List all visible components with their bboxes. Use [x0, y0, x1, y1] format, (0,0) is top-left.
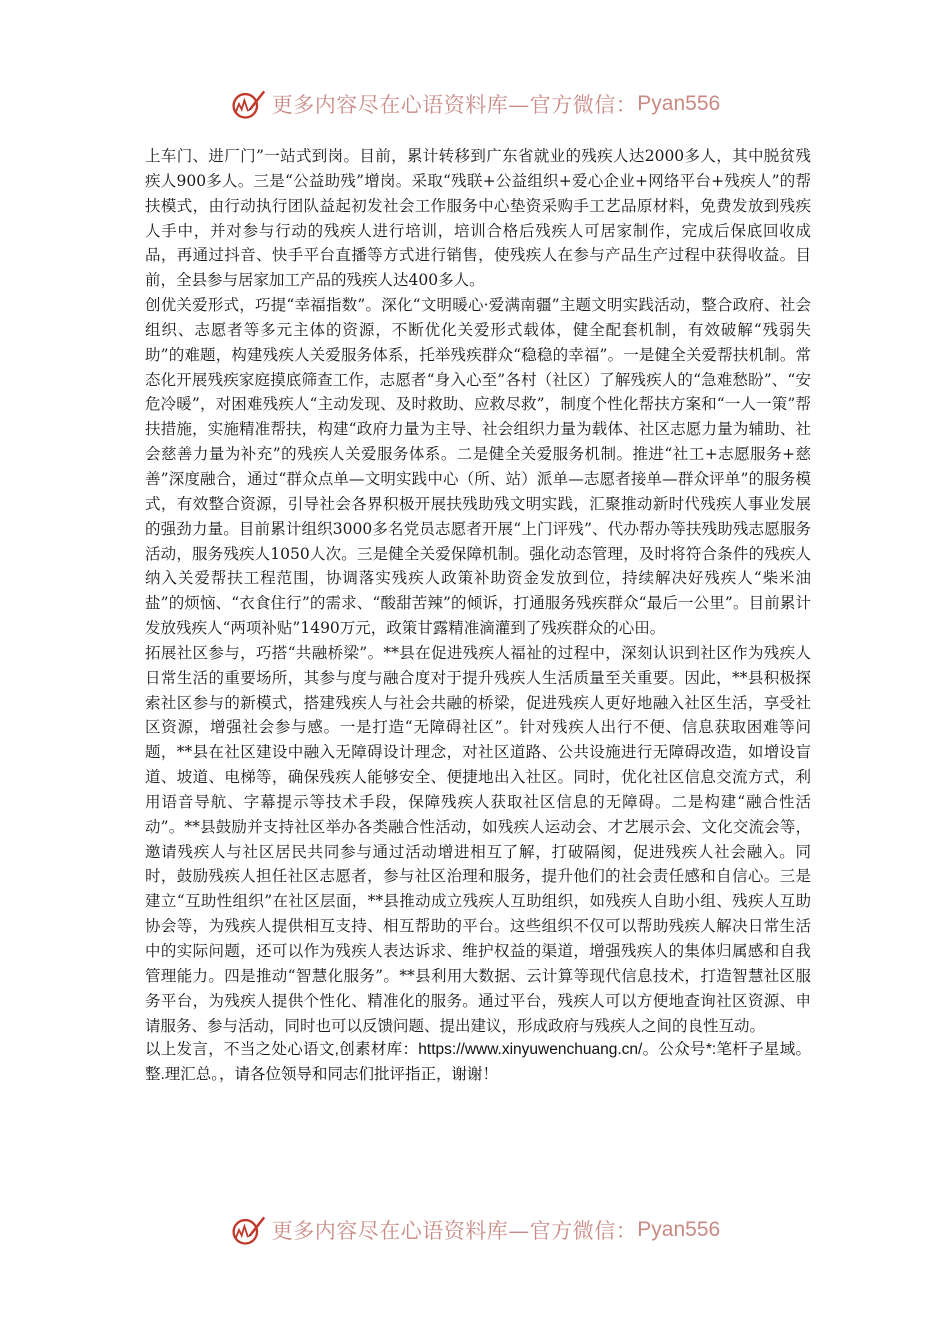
banner-wechat-id: Pyan556	[637, 1218, 721, 1241]
header-banner	[0, 84, 950, 124]
pen-logo-icon	[230, 86, 266, 122]
body-paragraph: 创优关爱形式，巧提“幸福指数”。深化“文明暖心·爱满南疆”主题文明实践活动，整合政府、社会组织、志愿者等多元主体的资源，不断优化关爱形式载体，健全配套机制，有效破解“残弱失助”的难题，构建残疾人关爱服务体系，托举残疾群众“稳稳的幸福”。一是健全关爱帮扶机制。常态化开展残疾家庭摸底筛查工作，志愿者“身入心至”各村（社区）了解残疾人的“急难愁盼”、“安危冷暖”，对困难残疾人“主动发现、及时救助、应救尽救”，制度个性化帮扶方案和“一人一策”帮扶措施，实施精准帮扶，构建“政府力量为主导、社会组织力量为载体、社区志愿力量为辅助、社会慈善力量为补充”的残疾人关爱服务体系。二是健全关爱服务机制。推进“社工+志愿服务+慈善”深度融合，通过“群众点单—文明实践中心（所、站）派单—志愿者接单—群众评单”的服务模式，有效整合资源，引导社会各界积极开展扶残助残文明实践，汇聚推动新时代残疾人事业发展的强劲力量。目前累计组织3000多名党员志愿者开展“上门评残”、代办帮办等扶残助残志愿服务活动，服务残疾人1050人次。三是健全关爱保障机制。强化动态管理，及时将符合条件的残疾人纳入关爱帮扶工程范围，协调落实残疾人政策补助资金发放到位，持续解决好残疾人“柴米油盐”的烦恼、“衣食住行”的需求、“酸甜苦辣”的倾诉，打通服务残疾群众“最后一公里”。目前累计发放残疾人“两项补贴”1490万元，政策甘露精准滴灌到了残疾群众的心田。	[145, 296, 811, 638]
body-paragraph: 上车门、进厂门”一站式到岗。目前，累计转移到广东省就业的残疾人达2000多人，其中脱贫残疾人900多人。三是“公益助残”增岗。采取“残联+公益组织+爱心企业+网络平台+残疾人”的帮扶模式，由行动执行团队益起初发社会工作服务中心垫资采购手工艺品原材料，免费发放到残疾人手中，并对参与行动的残疾人进行培训，培训合格后残疾人可居家制作，完成后保底回收成品，再通过抖音、快手平台直播等方式进行销售，使残疾人在参与产品生产过程中获得收益。目前，全县参与居家加工产品的残疾人达400多人。	[145, 147, 811, 290]
body-paragraph: 拓展社区参与，巧搭“共融桥梁”。**县在促进残疾人福祉的过程中，深刻认识到社区作为残疾人日常生活的重要场所，其参与度与融合度对于提升残疾人生活质量至关重要。因此，**县积极探索社区参与的新模式，搭建残疾人与社会共融的桥梁，促进残疾人更好地融入社区生活，享受社区资源，增强社会参与感。一是打造“无障碍社区”。针对残疾人出行不便、信息获取困难等问题，**县在社区建设中融入无障碍设计理念，对社区道路、公共设施进行无障碍改造，如增设盲道、坡道、电梯等，确保残疾人能够安全、便捷地出入社区。同时，优化社区信息交流方式，利用语音导航、字幕提示等技术手段，保障残疾人获取社区信息的无障碍。二是构建“融合性活动”。**县鼓励并支持社区举办各类融合性活动，如残疾人运动会、才艺展示会、文化交流会等，邀请残疾人与社区居民共同参与通过活动增进相互了解，打破隔阂，促进残疾人社会融入。同时，鼓励残疾人担任社区志愿者，参与社区治理和服务，提升他们的社会责任感和自信心。三是建立“互助性组织”在社区层面，**县推动成立残疾人互助组织，如残疾人自助小组、残疾人互助协会等，为残疾人提供相互支持、相互帮助的平台。这些组织不仅可以帮助残疾人解决日常生活中的实际问题，还可以作为残疾人表达诉求、维护权益的渠道，增强残疾人的集体归属感和自我管理能力。四是推动“智慧化服务”。**县利用大数据、云计算等现代信息技术，打造智慧社区服务平台，为残疾人提供个性化、精准化的服务。通过平台，残疾人可以方便地查询社区资源、申请服务、参与活动，同时也可以反馈问题、提出建议，形成政府与残疾人之间的良性互动。	[145, 643, 811, 1035]
pen-logo-icon	[230, 1212, 266, 1248]
footer-banner	[0, 1210, 950, 1250]
banner-wechat-id: Pyan556	[637, 92, 721, 115]
banner-slogan: 更多内容尽在心语资料库—官方微信：	[271, 1219, 638, 1243]
banner-slogan: 更多内容尽在心语资料库—官方微信：	[271, 93, 638, 117]
closing-remark: 以上发言，不当之处心语文,创素材库：https://www.xinyuwenchuang.cn/。公众号*:笔杆子星域。整.理汇总。，请各位领导和同志们批评指正，谢谢！	[145, 1041, 811, 1084]
document-body	[145, 144, 811, 1088]
